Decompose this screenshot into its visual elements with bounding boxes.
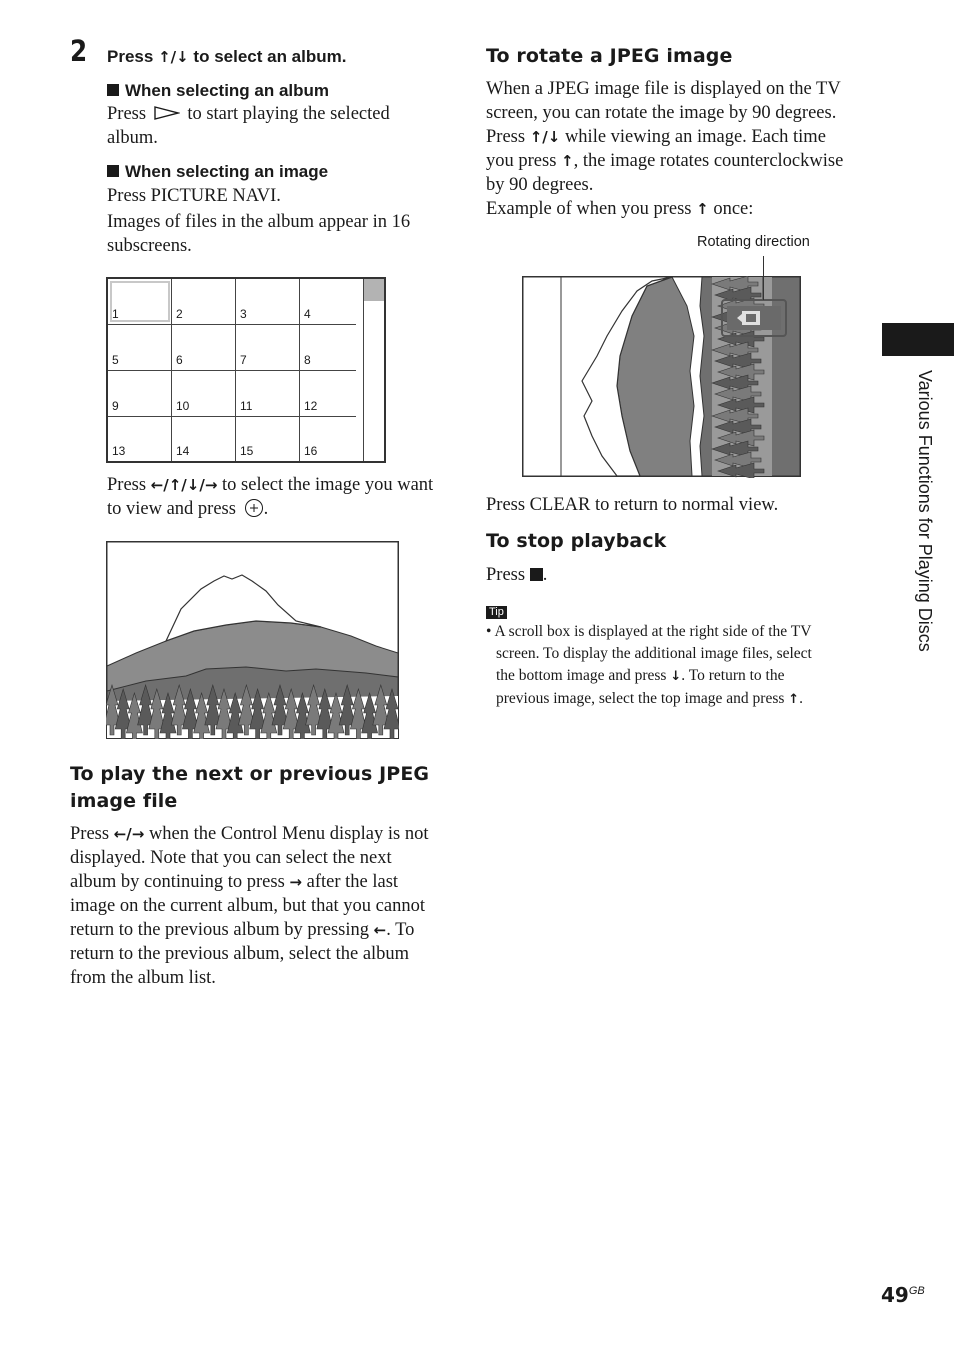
rotating-direction-callout: Rotating direction [697, 234, 810, 250]
clear-text: Press CLEAR to return to normal view. [486, 495, 779, 515]
bullet-square-icon [107, 165, 119, 177]
grid-cell-number: 11 [240, 399, 253, 413]
next-prev-text: Press ←/→ when the Control Menu display is not displayed. Note that you can select the next album by continuing to press → after the last image on the current album, but that you cannot return to the previous album by pressing ←. To return to the previous album, select the album from the album list. [70, 824, 429, 988]
up-arrow-icon: ↑ [561, 152, 574, 170]
down-arrow-icon: ↓ [670, 669, 682, 684]
grid-cell[interactable] [108, 325, 172, 371]
play-icon [154, 106, 180, 120]
grid-cell[interactable] [236, 325, 300, 371]
tip-text: • A scroll box is displayed at the right side of the TV screen. To display the additional image files, select the bottom image and press ↓. To return to the previous image, select the top image and press ↑. [486, 623, 812, 707]
section-tab-marker [882, 323, 954, 356]
stop-icon [530, 568, 543, 581]
step-number: 2 [70, 34, 88, 68]
scroll-bar [363, 279, 385, 461]
bullet-square-icon [107, 84, 119, 96]
grid-cell-number: 8 [304, 353, 311, 367]
callout-line [763, 256, 764, 300]
rotate-text: When a JPEG image file is displayed on the TV screen, you can rotate the image by 90 degrees. Press ↑/↓ while viewing an image. Each time you press ↑, the image rotates counterclockwise by 90 degrees. Example of when you press ↑ once: [486, 79, 844, 219]
subscreen-grid [106, 277, 386, 463]
enter-button-icon [244, 498, 264, 518]
grid-cell[interactable] [108, 417, 172, 461]
album-heading: When selecting an album [107, 81, 329, 101]
grid-cell-number: 4 [304, 307, 311, 321]
grid-cell-number: 15 [240, 444, 254, 458]
grid-cell[interactable] [172, 417, 236, 461]
up-arrow-icon: ↑ [788, 692, 800, 707]
direction-arrows-icon: ←/↑/↓/→ [150, 476, 218, 494]
rotate-heading: To rotate a JPEG image [486, 45, 733, 67]
select-text: Press ←/↑/↓/→ to select the image you want to view and press . [107, 475, 434, 519]
left-arrow-icon: ← [373, 921, 387, 939]
grid-cell-number: 5 [112, 353, 119, 367]
up-down-arrow-icon: ↑/↓ [158, 48, 189, 66]
image-text: Press PICTURE NAVI. Images of files in the album appear in 16 subscreens. [107, 186, 411, 256]
grid-cell-number: 6 [176, 353, 183, 367]
grid-cell[interactable] [236, 417, 300, 461]
image-heading: When selecting an image [107, 162, 328, 182]
left-right-arrow-icon: ←/→ [113, 825, 145, 843]
grid-cell-number: 7 [240, 353, 247, 367]
page-number: $49^{GB}$ [881, 1283, 925, 1307]
grid-cell[interactable] [172, 279, 236, 325]
grid-cell-number: 13 [112, 444, 126, 458]
up-arrow-icon: ↑ [696, 200, 709, 218]
grid-cell-number: 9 [112, 399, 119, 413]
stop-text: Press . [486, 565, 548, 585]
step-instruction: Press ↑/↓ to select an album. [107, 47, 347, 66]
grid-cell-number: 3 [240, 307, 247, 321]
rotated-mountain-image [522, 276, 802, 478]
mountain-image [106, 541, 399, 739]
up-down-arrow-icon: ↑/↓ [529, 128, 561, 146]
grid-cell[interactable] [236, 371, 300, 417]
grid-cell[interactable] [300, 325, 356, 371]
grid-cell-number: 10 [176, 399, 190, 413]
grid-cell-number: 16 [304, 444, 318, 458]
grid-cell-number: 2 [176, 307, 183, 321]
grid-cell[interactable] [108, 371, 172, 417]
scroll-box [364, 279, 384, 301]
grid-cell[interactable] [172, 371, 236, 417]
right-arrow-icon: → [289, 873, 302, 891]
grid-cell-number: 12 [304, 399, 318, 413]
selected-cell-highlight [110, 281, 170, 322]
section-side-label: Various Functions for Playing Discs [915, 370, 935, 652]
grid-cell-number: 14 [176, 444, 190, 458]
grid-cell[interactable] [300, 371, 356, 417]
next-prev-heading: To play the next or previous JPEG image file [70, 763, 430, 812]
grid-cell[interactable] [172, 325, 236, 371]
grid-cell[interactable] [236, 279, 300, 325]
tip-label: Tip [486, 606, 507, 619]
grid-cell[interactable] [300, 417, 356, 461]
grid-cell[interactable] [300, 279, 356, 325]
grid-cell-number: 1 [112, 307, 119, 321]
album-text: Press to start playing the selected album. [107, 104, 390, 148]
stop-heading: To stop playback [486, 530, 667, 552]
